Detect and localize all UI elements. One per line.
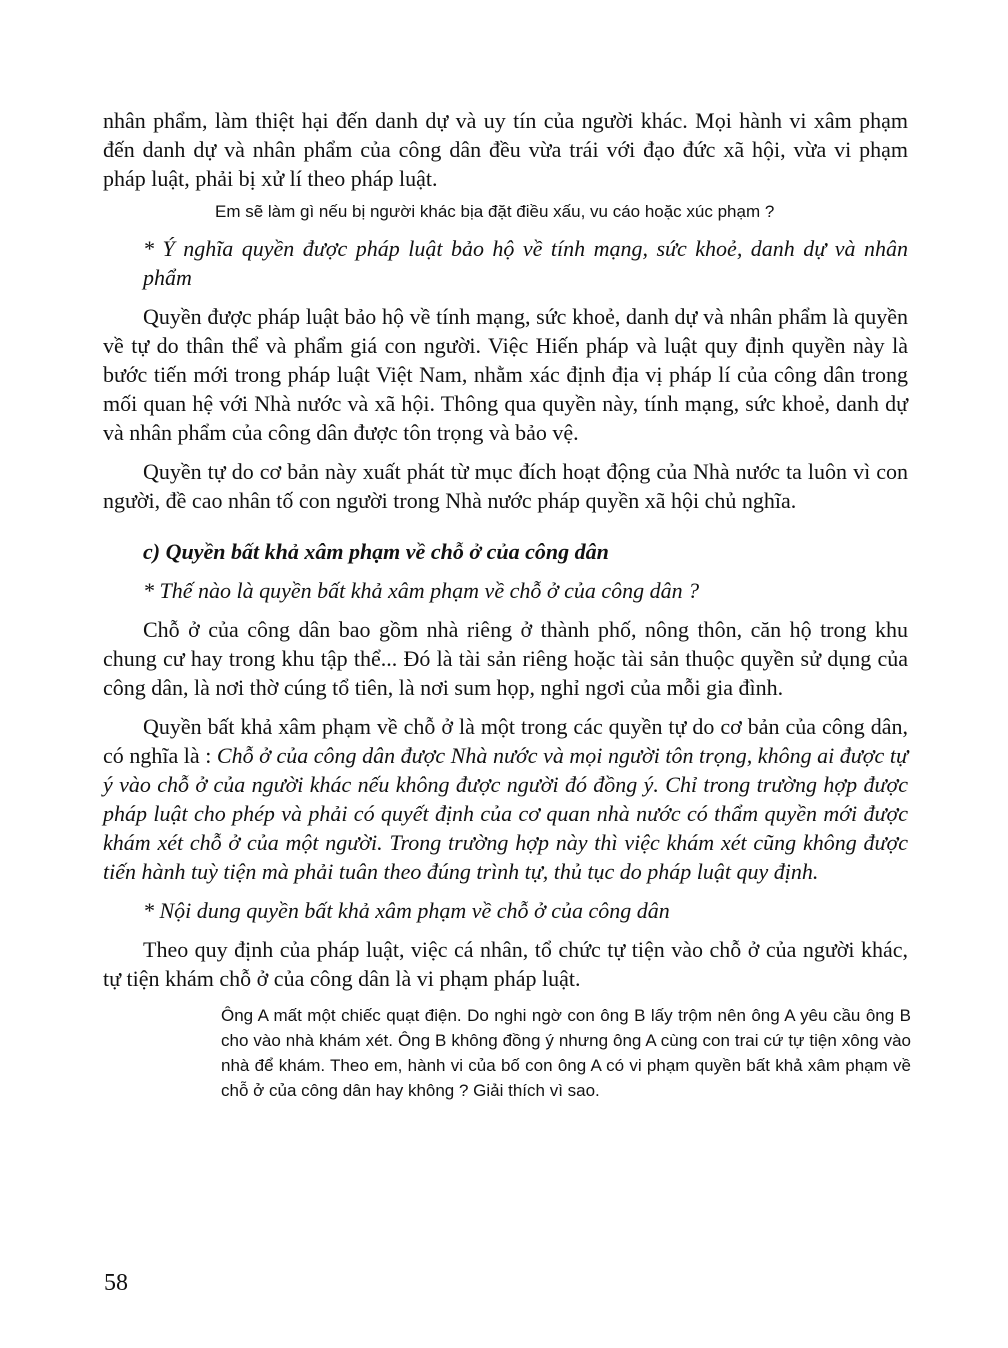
paragraph-meaning: Quyền được pháp luật bảo hộ về tính mạng, sức khoẻ, danh dự và nhân phẩm là quyền về tự do thân thể và phẩm giá con người. Việc Hiến pháp và luật quy định quyền này là bước tiến mới trong pháp luật Việt Nam, nhằm xác định địa vị pháp lí của công dân trong mối quan hệ với Nhà nước và xã hội. Thông qua quyền này, tính mạng, sức khoẻ, danh dự và nhân phẩm của công dân được tôn trọng và bảo vệ.	[103, 304, 908, 445]
page-body	[103, 106, 911, 1103]
question-situation: Ông A mất một chiếc quạt điện. Do nghi ngờ con ông B lấy trộm nên ông A yêu cầu ông B cho vào nhà khám xét. Ông B không đồng ý nhưng ông A cùng con trai cứ tự tiện xông vào nhà để khám. Theo em, hành vi của bố con ông A có vi phạm quyền bất khả xâm phạm về chỗ ở của công dân hay không ? Giải thích vì sao.	[221, 1006, 911, 1100]
subheading-content: * Nội dung quyền bất khả xâm phạm về chỗ ở của công dân	[143, 898, 670, 923]
paragraph-dignity-violation: nhân phẩm, làm thiệt hại đến danh dự và uy tín của người khác. Mọi hành vi xâm phạm đến danh dự và nhân phẩm của công dân đều vừa trái với đạo đức xã hội, vừa vi phạm pháp luật, phải bị xử lí theo pháp luật.	[103, 108, 908, 191]
question-slander: Em sẽ làm gì nếu bị người khác bịa đặt điều xấu, vu cáo hoặc xúc phạm ?	[215, 202, 775, 221]
inviolability-intro: Quyền bất khả xâm phạm về chỗ ở là một trong các quyền tự do cơ bản của công dân, có nghĩa là :	[103, 714, 908, 768]
inviolability-definition: Chỗ ở của công dân được Nhà nước và mọi người tôn trọng, không ai được tự ý vào chỗ ở của người khác nếu không được người đó đồng ý. Chỉ trong trường hợp được pháp luật cho phép và phải có quyết định của cơ quan nhà nước có thẩm quyền mới được khám xét chỗ ở của một người. Trong trường hợp này thì việc khám xét cũng không được tiến hành tuỳ tiện mà phải tuân theo đúng trình tự, thủ tục do pháp luật quy định.	[103, 743, 908, 884]
paragraph-law-provision: Theo quy định của pháp luật, việc cá nhân, tổ chức tự tiện vào chỗ ở của người khác, tự tiện khám chỗ ở của công dân là vi phạm pháp luật.	[103, 937, 908, 991]
page-number: 58	[104, 1270, 128, 1296]
paragraph-residence-definition: Chỗ ở của công dân bao gồm nhà riêng ở thành phố, nông thôn, căn hộ trong khu chung cư hay trong khu tập thể... Đó là tài sản riêng hoặc tài sản thuộc quyền sử dụng của công dân, là nơi thờ cúng tổ tiên, là nơi sum họp, nghỉ ngơi của mỗi gia đình.	[103, 617, 908, 700]
paragraph-origin: Quyền tự do cơ bản này xuất phát từ mục đích hoạt động của Nhà nước ta luôn vì con người, đề cao nhân tố con người trong Nhà nước pháp quyền xã hội chủ nghĩa.	[103, 459, 908, 513]
paragraph-inviolability	[103, 712, 908, 886]
subheading-definition: * Thế nào là quyền bất khả xâm phạm về chỗ ở của công dân ?	[143, 578, 700, 603]
section-heading-c: c) Quyền bất khả xâm phạm về chỗ ở của công dân	[143, 539, 609, 564]
subheading-meaning-of-right: * Ý nghĩa quyền được pháp luật bảo hộ về tính mạng, sức khoẻ, danh dự và nhân phẩm	[143, 236, 908, 290]
